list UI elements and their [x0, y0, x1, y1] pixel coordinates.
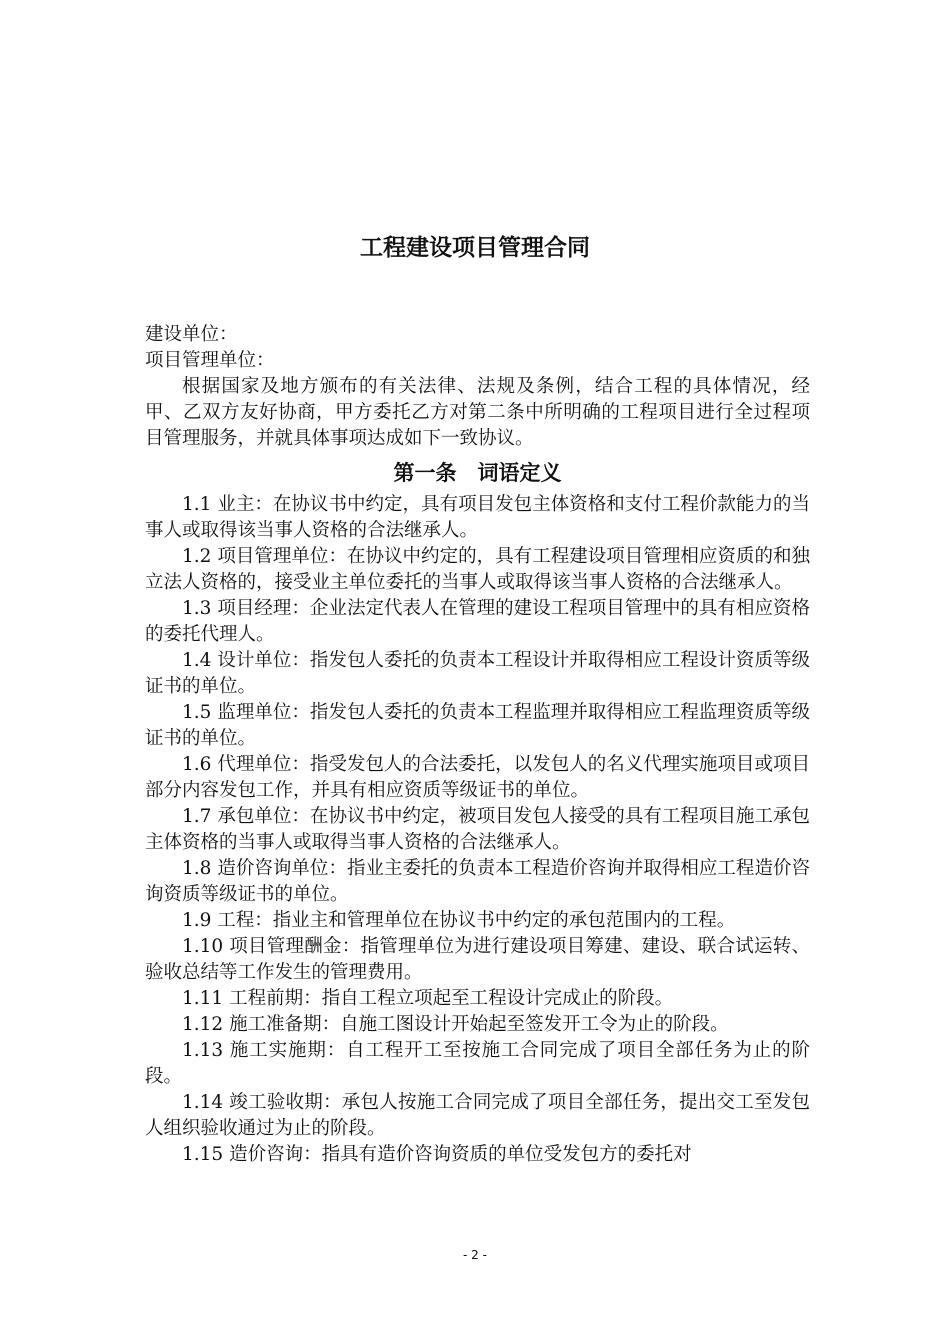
section-1-heading: 第一条 词语定义: [393, 461, 562, 485]
definition-1-6: 1.6 代理单位：指受发包人的合法委托，以发包人的名义代理实施项目或项目部分内容发包工作，并具有相应资质等级证书的单位。: [145, 754, 810, 801]
preamble-paragraph: 根据国家及地方颁布的有关法律、法规及条例，结合工程的具体情况，经甲、乙双方友好协商，甲方委托乙方对第二条中所明确的工程项目进行全过程项目管理服务，并就具体事项达成如下一致协议。: [145, 376, 810, 449]
definition-1-7: 1.7 承包单位：在协议书中约定，被项目发包人接受的具有工程项目施工承包主体资格的当事人或取得当事人资格的合法继承人。: [145, 806, 810, 853]
definition-1-2: 1.2 项目管理单位：在协议中约定的，具有工程建设项目管理相应资质的和独立法人资格的，接受业主单位委托的当事人或取得该当事人资格的合法继承人。: [145, 546, 810, 593]
definition-1-13: 1.13 施工实施期：自工程开工至按施工合同完成了项目全部任务为止的阶段。: [145, 1040, 810, 1087]
definition-1-12: 1.12 施工准备期：自施工图设计开始起至签发开工令为止的阶段。: [182, 1014, 729, 1035]
definition-1-8: 1.8 造价咨询单位：指业主委托的负责本工程造价咨询并取得相应工程造价咨询资质等级证书的单位。: [145, 858, 810, 905]
definition-1-11: 1.11 工程前期：指自工程立项起至工程设计完成止的阶段。: [182, 988, 674, 1009]
definition-1-9: 1.9 工程：指业主和管理单位在协议书中约定的承包范围内的工程。: [182, 910, 736, 931]
definition-1-4: 1.4 设计单位：指发包人委托的负责本工程设计并取得相应工程设计资质等级证书的单位。: [145, 650, 810, 697]
document-title: 工程建设项目管理合同: [360, 235, 590, 261]
definition-1-10: 1.10 项目管理酬金：指管理单位为进行建设项目筹建、建设、联合试运转、验收总结等工作发生的管理费用。: [145, 936, 810, 983]
definition-1-14: 1.14 竣工验收期：承包人按施工合同完成了项目全部任务，提出交工至发包人组织验收通过为止的阶段。: [145, 1092, 810, 1139]
page-number: - 2 -: [463, 1248, 487, 1262]
document-body: [145, 322, 810, 1168]
party-a-label: 建设单位：: [145, 324, 238, 345]
party-b-label: 项目管理单位：: [145, 350, 275, 371]
definition-1-3: 1.3 项目经理：企业法定代表人在管理的建设工程项目管理中的具有相应资格的委托代理人。: [145, 598, 810, 645]
definition-1-1: 1.1 业主：在协议书中约定，具有项目发包主体资格和支付工程价款能力的当事人或取得该当事人资格的合法继承人。: [145, 494, 810, 541]
definition-1-15: 1.15 造价咨询：指具有造价咨询资质的单位受发包方的委托对: [182, 1144, 692, 1165]
definition-1-5: 1.5 监理单位：指发包人委托的负责本工程监理并取得相应工程监理资质等级证书的单位。: [145, 702, 810, 749]
